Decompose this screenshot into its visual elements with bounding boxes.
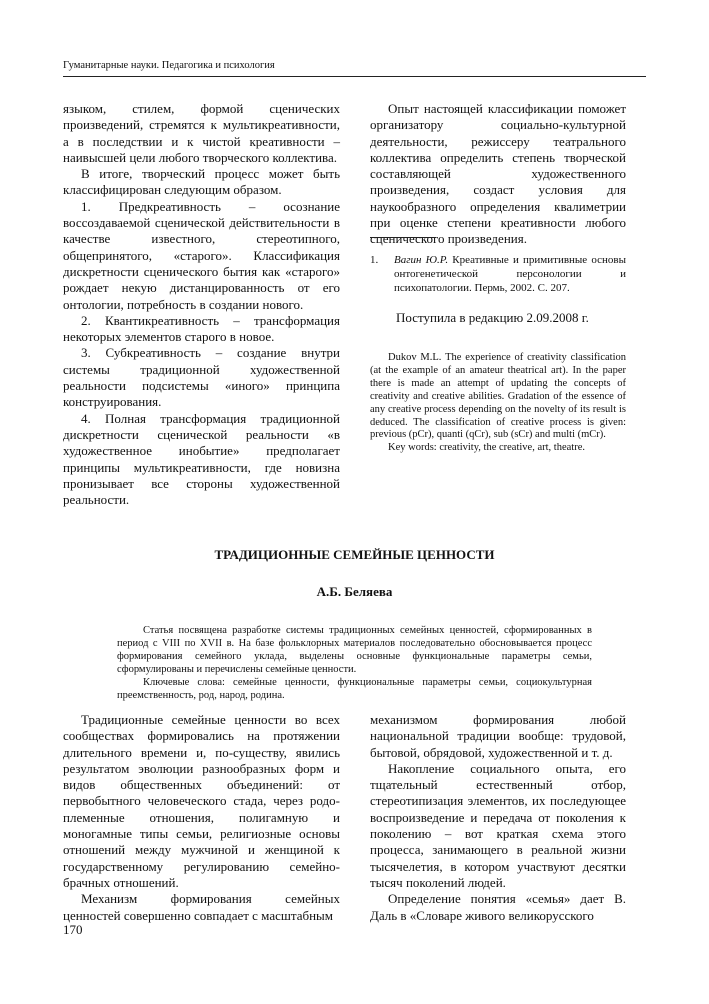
paragraph: Накопление социального опыта, его тщательный естественный отбор, стереотипизация элементов, их последующее воспроизведение и передача от поколения к поколению – вот краткая схема этого процесса, занимающего в реальной жизни тысячелетия, в котором участвуют десятки тысяч поколений людей.	[370, 760, 626, 890]
paragraph: языком, стилем, формой сценических произведений, стремятся к мультикреативности, а в последствии и к чистой креативности – наивысшей цели любого творческого коллектива.	[63, 101, 340, 165]
article-abstract	[117, 624, 592, 702]
abstract-keywords: Ключевые слова: семейные ценности, функциональные параметры семьи, социокультурная преемственность, род, народ, родина.	[117, 677, 592, 701]
header-rule	[63, 76, 646, 77]
article-author: А.Б. Беляева	[316, 584, 393, 599]
bottom-right-column	[370, 712, 626, 924]
footnote-number: 1.	[370, 254, 379, 266]
bottom-left-column	[63, 712, 340, 924]
paragraph: механизмом формирования любой национальной традиции вообще: трудовой, бытовой, обрядовой, художественной и т. д.	[370, 712, 626, 760]
summary-keywords: Key words: creativity, the creative, art, theatre.	[388, 442, 585, 454]
top-left-column	[63, 101, 340, 508]
running-header: Гуманитарные науки. Педагогика и психология	[63, 60, 275, 71]
top-right-column	[370, 101, 626, 248]
paragraph: 2. Квантикреативность – трансформация некоторых элементов старого в новое.	[63, 312, 340, 345]
paragraph: Определение понятия «семья» дает В. Даль в «Словаре живого великорусского	[370, 891, 626, 923]
english-summary	[370, 352, 626, 455]
paragraph: В итоге, творческий процесс может быть классифицирован следующим образом.	[63, 166, 340, 198]
footnote-rule	[370, 237, 436, 238]
paragraph: 4. Полная трансформация традиционной дискретности сценической реальности «в художественное инобытие» предполагает принципы мультикреативности, где новизна пронизывает все стороны художественной реальности.	[63, 410, 340, 508]
paragraph: 1. Предкреативность – осознание воссоздаваемой сценической действительности в качестве известного, стереотипного, общепринятого, «старого». Классификация дискретности сценического бытия как «старого» рождает некую дистанцированность от его онтологии, потребность в создании нового.	[63, 198, 340, 312]
paragraph: Опыт настоящей классификации поможет организатору социально-культурной деятельности, режиссеру театрального коллектива определить степень творческой составляющей художественного произведения, создаст условия для наукообразного определения квалиметрии при оценке степени креативности любого сценического произведения.	[370, 101, 626, 247]
footnote-author: Вагин Ю.Р.	[394, 254, 449, 266]
summary-text: Dukov M.L. The experience of creativity classification (at the example of an amateur theatrical art). In the paper there is made an attempt of updating the concepts of creativity and creative abilities. Gradation of the essence of any creative process depending on the novelty of its result is deduced. The classification of creative process is given: previous (pCr), quanti (qCr), sub (sCr) and multi (mCr).	[370, 352, 626, 441]
paragraph: 3. Субкреативность – создание внутри системы традиционной художественной реальности подсистемы «иного» принципа конструирования.	[63, 345, 340, 410]
footnote-body	[394, 253, 626, 295]
abstract-text: Статья посвящена разработке системы традиционных семейных ценностей, сформированных в период с VIII по XVII в. На базе фольклорных материалов последовательно обосновывается процесс формирования семейного уклада, выделены основные функциональные параметры семьи, сформулированы и перечислены семейные ценности.	[117, 625, 592, 675]
page-number: 170	[63, 922, 83, 937]
article-title: ТРАДИЦИОННЫЕ СЕМЕЙНЫЕ ЦЕННОСТИ	[214, 547, 495, 562]
paragraph: Механизм формирования семейных ценностей совершенно совпадает с масштабным	[63, 891, 340, 923]
received-date: Поступила в редакцию 2.09.2008 г.	[396, 310, 589, 325]
paragraph: Традиционные семейные ценности во всех сообществах формировались на протяжении длительного времени и, по-существу, явились результатом эволюции разнообразных форм и видов общественных объединений: от первобытного человеческого стада, через родо-племенные отношения, полигамную и моногамные типы семьи, религиозные основы отношений между мужчиной и женщиной к государственному регулированию семейно-брачных отношений.	[63, 712, 340, 890]
footnote	[370, 253, 626, 295]
footnote-text: Креативные и примитивные основы онтогенетической персонологии и психопатологии. Пермь, 2002. С. 207.	[394, 254, 626, 294]
